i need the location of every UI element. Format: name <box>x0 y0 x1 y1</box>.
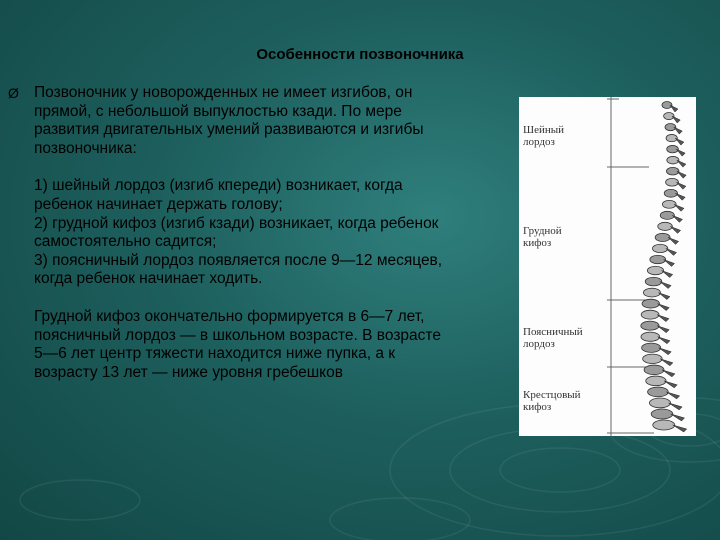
spinous-process <box>666 392 679 399</box>
text-line: прямой, с небольшой выпуклостью кзади. По мере <box>34 102 402 120</box>
label-line: Крестцовый <box>523 389 581 401</box>
text-line: 3) поясничный лордоз появляется после 9—12 месяцев, <box>34 251 443 269</box>
vertebra <box>646 376 666 386</box>
vertebra <box>647 266 663 275</box>
text-line: ребенок начинает держать голову; <box>34 195 283 213</box>
spinous-process <box>672 215 682 222</box>
bullet-marker-icon: Ø <box>8 85 19 101</box>
spinous-process <box>668 237 678 244</box>
spinous-process <box>670 105 678 112</box>
spinous-process <box>674 204 684 211</box>
label-lumbar-lordosis <box>523 326 583 350</box>
text-line: 5—6 лет центр тяжести находится ниже пупка, а к <box>34 345 396 363</box>
spinous-process <box>670 226 680 233</box>
spinous-process <box>662 271 673 278</box>
label-cervical-lordosis <box>523 124 564 148</box>
spinous-process <box>660 282 671 289</box>
spinous-process <box>674 127 682 134</box>
text-line: Грудной кифоз окончательно формируется в 6—7 лет, <box>34 307 425 325</box>
spinous-process <box>675 138 684 145</box>
text-line: самостоятельно садится; <box>34 233 217 251</box>
vertebra <box>641 321 659 330</box>
vertebra <box>641 332 660 341</box>
text-line: 1) шейный лордоз (изгиб кпереди) возникает, когда <box>34 177 403 195</box>
text-line: поясничный лордоз — в школьном возрасте. В возрасте <box>34 326 441 344</box>
label-line: Грудной <box>523 225 562 237</box>
spinous-process <box>666 248 677 255</box>
spinous-process <box>676 193 686 200</box>
spinous-process <box>673 425 687 432</box>
label-sacral-kyphosis <box>523 389 581 413</box>
text-line: развития двигательных умений развиваются и изгибы <box>34 121 424 139</box>
label-line: кифоз <box>523 401 552 413</box>
vertebrae-group <box>641 102 687 433</box>
vertebra <box>649 398 670 408</box>
text-line: возрасту 13 лет — ниже уровня гребешков <box>34 363 343 381</box>
spinous-process <box>671 414 685 421</box>
vertebra <box>653 420 675 430</box>
paragraph-conclusion <box>34 308 514 382</box>
vertebra <box>645 277 662 286</box>
spinous-process <box>677 160 686 167</box>
spinous-process <box>657 315 669 322</box>
spine-illustration <box>519 97 696 436</box>
text-line: позвоночника: <box>34 139 137 157</box>
text-line: 2) грудной кифоз (изгиб кзади) возникает, когда ребенок <box>34 214 439 232</box>
spinous-process <box>669 403 683 410</box>
label-line: Шейный <box>523 124 565 136</box>
vertebra <box>652 244 667 252</box>
spinous-process <box>660 359 673 366</box>
spinous-process <box>657 326 669 333</box>
spinous-process <box>657 304 669 311</box>
label-thoracic-kyphosis <box>523 225 562 249</box>
vertebra <box>660 211 674 219</box>
slide-title: Особенности позвоночника <box>256 46 464 63</box>
spinous-process <box>676 182 685 189</box>
spinous-process <box>658 337 670 344</box>
vertebra <box>641 310 659 319</box>
spinous-process <box>672 116 680 123</box>
vertebra <box>658 222 673 230</box>
vertebra <box>642 299 659 308</box>
spinous-process <box>662 370 675 377</box>
spinous-process <box>658 293 670 300</box>
label-line: лордоз <box>523 136 555 148</box>
spinous-process <box>659 348 672 355</box>
vertebra <box>648 387 669 397</box>
label-line: кифоз <box>523 237 552 249</box>
vertebra <box>642 343 661 352</box>
vertebra <box>643 288 660 297</box>
spinous-process <box>664 259 675 266</box>
label-line: Поясничный <box>523 326 583 338</box>
spinous-process <box>677 171 686 178</box>
vertebra <box>650 255 666 263</box>
text-line: когда ребенок начинает ходить. <box>34 270 263 288</box>
text-line: Позвоночник у новорожденных не имеет изгибов, он <box>34 84 413 101</box>
spinous-process <box>676 149 685 156</box>
vertebra <box>651 409 673 419</box>
paragraph-intro <box>34 84 514 158</box>
spinous-process <box>664 381 677 388</box>
vertebra <box>643 354 663 363</box>
paragraph-curves-list <box>34 177 514 289</box>
label-line: лордоз <box>523 338 555 350</box>
slide-body <box>34 84 514 401</box>
vertebra <box>655 233 670 241</box>
vertebra <box>644 365 664 374</box>
